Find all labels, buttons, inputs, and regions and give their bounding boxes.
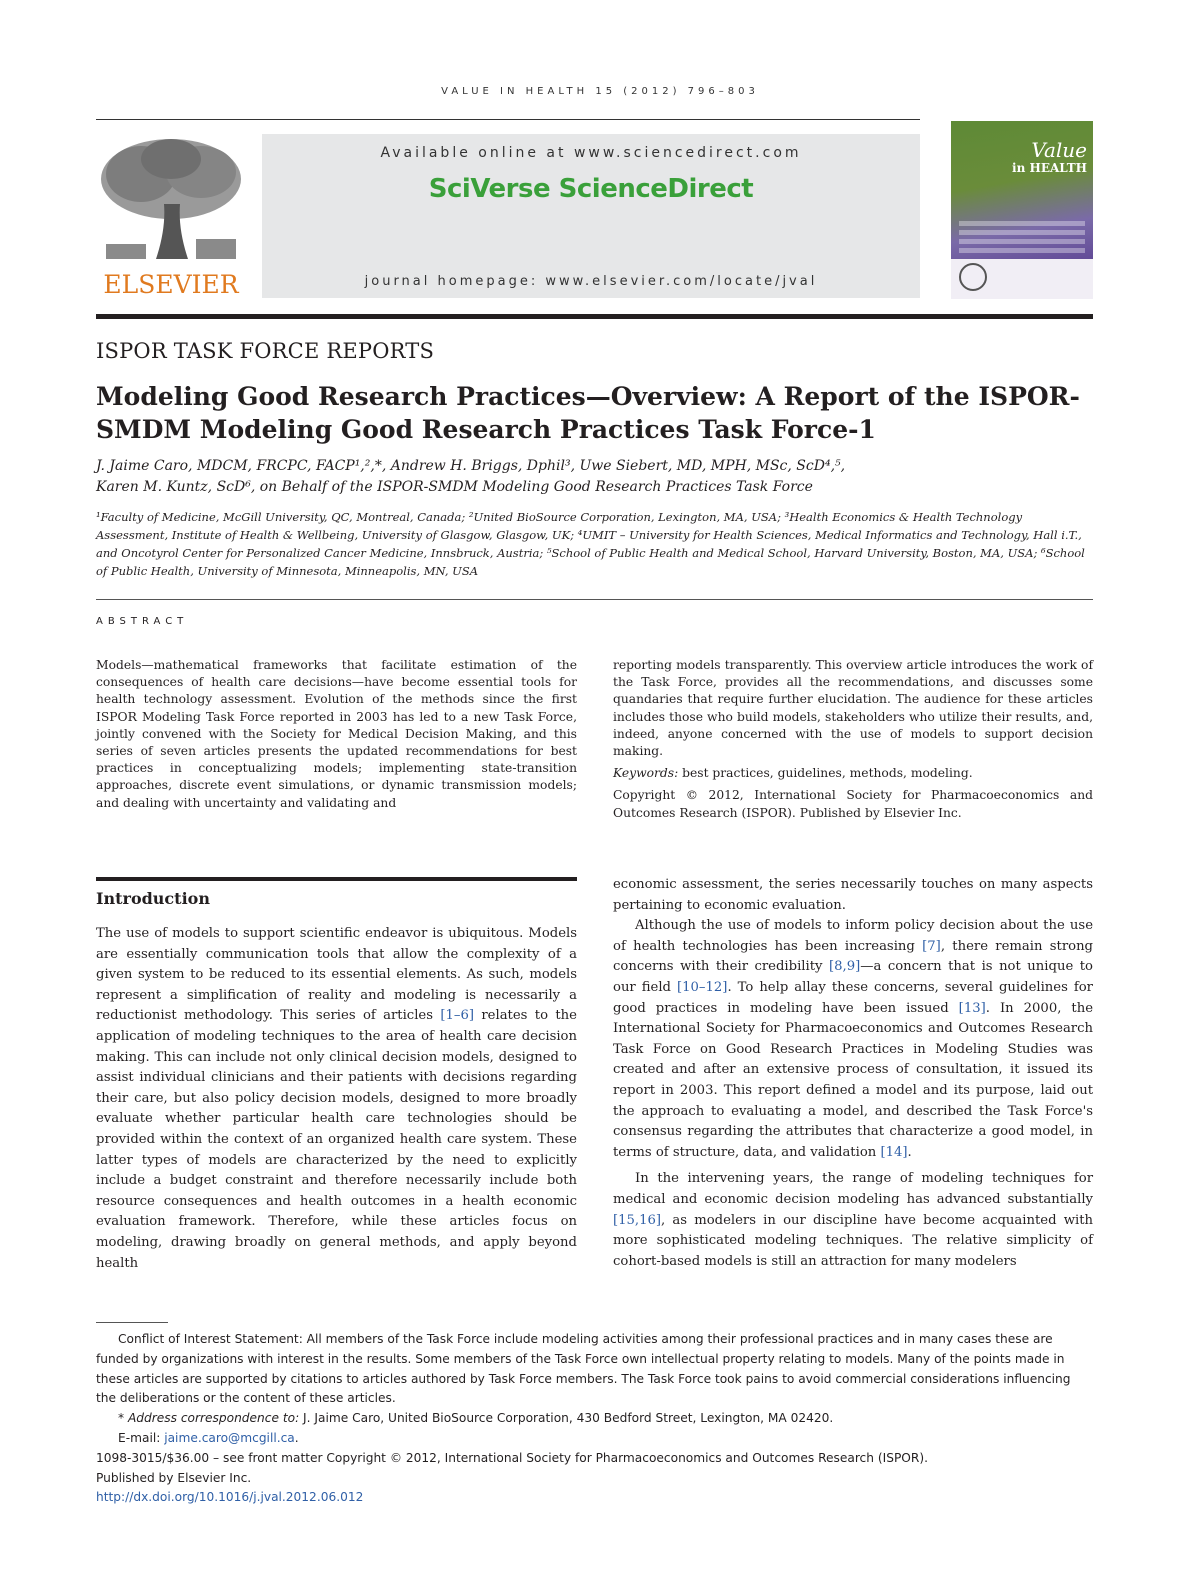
journal-cover — [951, 121, 1093, 299]
introduction-rule — [96, 877, 577, 881]
cover-title: Value — [1031, 138, 1087, 162]
published-by: Published by Elsevier Inc. — [96, 1470, 252, 1485]
abstract-copyright: Copyright © 2012, International Society for Pharmacoeconomics and Outcomes Research (ISPOR). Published by Elsevier Inc. — [613, 788, 1093, 820]
globe-icon — [959, 263, 987, 291]
paragraph-1-continued: economic assessment, the series necessarily touches on many aspects pertaining to economic evaluation. — [613, 877, 1093, 913]
correspondence — [96, 1409, 1093, 1429]
cover-text-lines — [959, 221, 1085, 257]
section-label: ISPOR TASK FORCE REPORTS — [96, 339, 435, 363]
doi-link[interactable]: http://dx.doi.org/10.1016/j.jval.2012.06.012 — [96, 1490, 364, 1505]
keywords-list: best practices, guidelines, methods, modeling. — [678, 766, 973, 781]
email-link[interactable]: jaime.caro@mcgill.ca — [164, 1430, 295, 1445]
journal-homepage-link[interactable]: journal homepage: www.elsevier.com/locate/jval — [364, 274, 818, 289]
citation-link[interactable]: [15,16] — [613, 1212, 662, 1228]
text-run: , there remain strong concerns with their credibility — [613, 938, 1093, 975]
email-end: . — [294, 1430, 299, 1445]
text-run: . — [907, 1144, 912, 1160]
conflict-of-interest: Conflict of Interest Statement: All members of the Task Force include modeling activities among their professional practices and in many cases these are funded by organizations with interest in the results. Some members of the Task Force own intellectual property relating to models. Many of the points made in these articles are supported by citations to articles authored by Task Force members. The Task Force took pains to avoid commercial considerations influencing the deliberations or the content of these articles. — [96, 1332, 1071, 1406]
email-label: E-mail: — [118, 1430, 165, 1445]
authors-line-1: J. Jaime Caro, MDCM, FRCPC, FACP¹,²,*, Andrew H. Briggs, Dphil³, Uwe Siebert, MD, MPH, MSc, ScD⁴,⁵, — [96, 458, 846, 474]
text-run: The use of models to support scientific endeavor is ubiquitous. Models are essentially communication tools that allow the complexity of a given system to be reduced to its essential elements. As such, models represent a simplification of reality and modeling is necessarily a reductionist methodology. This series of articles — [96, 926, 577, 1024]
text-run: , as modelers in our discipline have become acquainted with more sophisticated modeling techniques. The relative simplicity of cohort-based models is still an attraction for many modelers — [613, 1212, 1093, 1269]
affiliations: ¹Faculty of Medicine, McGill University, QC, Montreal, Canada; ²United BioSource Corporation, Lexington, MA, USA; ³Health Economics & Health Technology Assessment, Institute of Health & Wellbeing, University of Glasgow, Glasgow, UK; ⁴UMIT – University for Health Sciences, Medical Informatics and Technology, Hall i.T., and Oncotyrol Center for Personalized Cancer Medicine, Innsbruck, Austria; ⁵School of Public Health and Medical School, Harvard University, Boston, MA, USA; ⁶School of Public Health, University of Minnesota, Minneapolis, MN, USA — [96, 510, 1085, 578]
text-run: Although the use of models to inform policy decision about the use of health technologies has been increasing — [613, 918, 1093, 954]
citation-link[interactable]: [14] — [880, 1144, 908, 1160]
paragraph-2 — [613, 916, 1093, 1163]
available-prefix: Available online at — [380, 145, 574, 161]
elsevier-logo — [96, 134, 246, 300]
issn-line: 1098-3015/$36.00 – see front matter Copyright © 2012, International Society for Pharmacoeconomics and Outcomes Research (ISPOR). — [96, 1450, 928, 1465]
text-run: In the intervening years, the range of modeling techniques for medical and economic decision modeling has advanced substantially — [613, 1171, 1093, 1207]
paragraph-1 — [96, 924, 577, 1274]
header-rule — [96, 119, 920, 120]
sciencedirect-link[interactable]: www.sciencedirect.com — [573, 145, 802, 161]
text-run: —a concern that is not unique to our field — [613, 959, 1093, 995]
footnote-rule — [96, 1322, 168, 1323]
citation-link[interactable]: [1–6] — [440, 1008, 475, 1024]
correspondence-address: J. Jaime Caro, United BioSource Corporation, 430 Bedford Street, Lexington, MA 02420. — [299, 1411, 834, 1426]
platform-name: SciVerse ScienceDirect — [428, 174, 754, 204]
title-rule — [96, 314, 1093, 319]
body-column-1 — [96, 924, 577, 1274]
email-line — [96, 1429, 1093, 1449]
keywords-label: Keywords: — [613, 766, 679, 781]
available-online — [262, 145, 920, 161]
citation-link[interactable]: [13] — [958, 1000, 986, 1016]
text-run: . To help allay these concerns, several guidelines for good practices in modeling have been issued — [613, 979, 1093, 1016]
sciencedirect-banner — [262, 134, 920, 298]
authors — [96, 456, 1096, 498]
running-head: VALUE IN HEALTH 15 (2012) 796–803 — [441, 86, 759, 97]
citation-link[interactable]: [10–12] — [676, 979, 728, 995]
correspondence-label: * Address correspondence to: — [118, 1411, 300, 1426]
citation-link[interactable]: [8,9] — [829, 959, 861, 975]
abstract-text: reporting models transparently. This overview article introduces the work of the Task Force, provides all the recommendations, and discusses some quandaries that require further elucidation. The audience for these articles includes those who build models, stakeholders who utilize their results, and, indeed, anyone concerned with the use of models to support decision making. — [613, 658, 1093, 759]
introduction-heading: Introduction — [96, 889, 210, 908]
paragraph-3 — [613, 1169, 1093, 1272]
abstract-heading: ABSTRACT — [96, 616, 189, 627]
authors-line-2: Karen M. Kuntz, ScD⁶, on Behalf of the ISPOR-SMDM Modeling Good Research Practices Task Force — [96, 479, 813, 495]
abstract-rule — [96, 599, 1093, 600]
text-run: . In 2000, the International Society for Pharmacoeconomics and Outcomes Research Task Force on Good Research Practices in Modeling Studies was created and after an extensive process of consultation, it issued its report in 2003. This report defined a model and its purpose, laid out the approach to evaluating a model, and described the Task Force's consensus regarding the attributes that characterize a good model, in terms of structure, data, and validation — [613, 1000, 1093, 1160]
abstract-column-1: Models—mathematical frameworks that facilitate estimation of the consequences of health care decisions—have become essential tools for health technology assessment. Evolution of the methods since the first ISPOR Modeling Task Force reported in 2003 has led to a new Task Force, jointly convened with the Society for Medical Decision Making, and this series of seven articles presents the updated recommendations for best practices in conceptualizing models; implementing state-transition approaches, discrete event simulations, or dynamic transmission models; and dealing with uncertainty and validating and — [96, 658, 577, 810]
abstract-column-2 — [613, 657, 1093, 827]
body-column-2 — [613, 875, 1093, 1272]
text-run: relates to the application of modeling techniques to the area of health care decision making. This can include not only clinical decision models, designed to assist individual clinicians and their patients with decisions regarding their care, but also policy decision models, designed to more broadly evaluate whether particular health care technologies should be provided within the context of an organized health care system. These latter types of models are characterized by the need to explicitly include a budget constraint and therefore necessarily include both resource consequences and health outcomes in a health economic evaluation framework. Therefore, while these articles focus on modeling, drawing broadly on general methods, and apply beyond health — [96, 1008, 577, 1271]
article-title: Modeling Good Research Practices—Overview: A Report of the ISPOR-SMDM Modeling Good Research Practices Task Force-1 — [96, 382, 1080, 444]
cover-footer — [951, 259, 1093, 299]
keywords — [613, 765, 1093, 782]
publisher-wordmark: ELSEVIER — [103, 270, 239, 299]
tree-icon — [96, 134, 246, 264]
footnotes — [96, 1330, 1093, 1508]
cover-subtitle: in HEALTH — [1012, 161, 1087, 175]
citation-link[interactable]: [7] — [922, 938, 941, 954]
